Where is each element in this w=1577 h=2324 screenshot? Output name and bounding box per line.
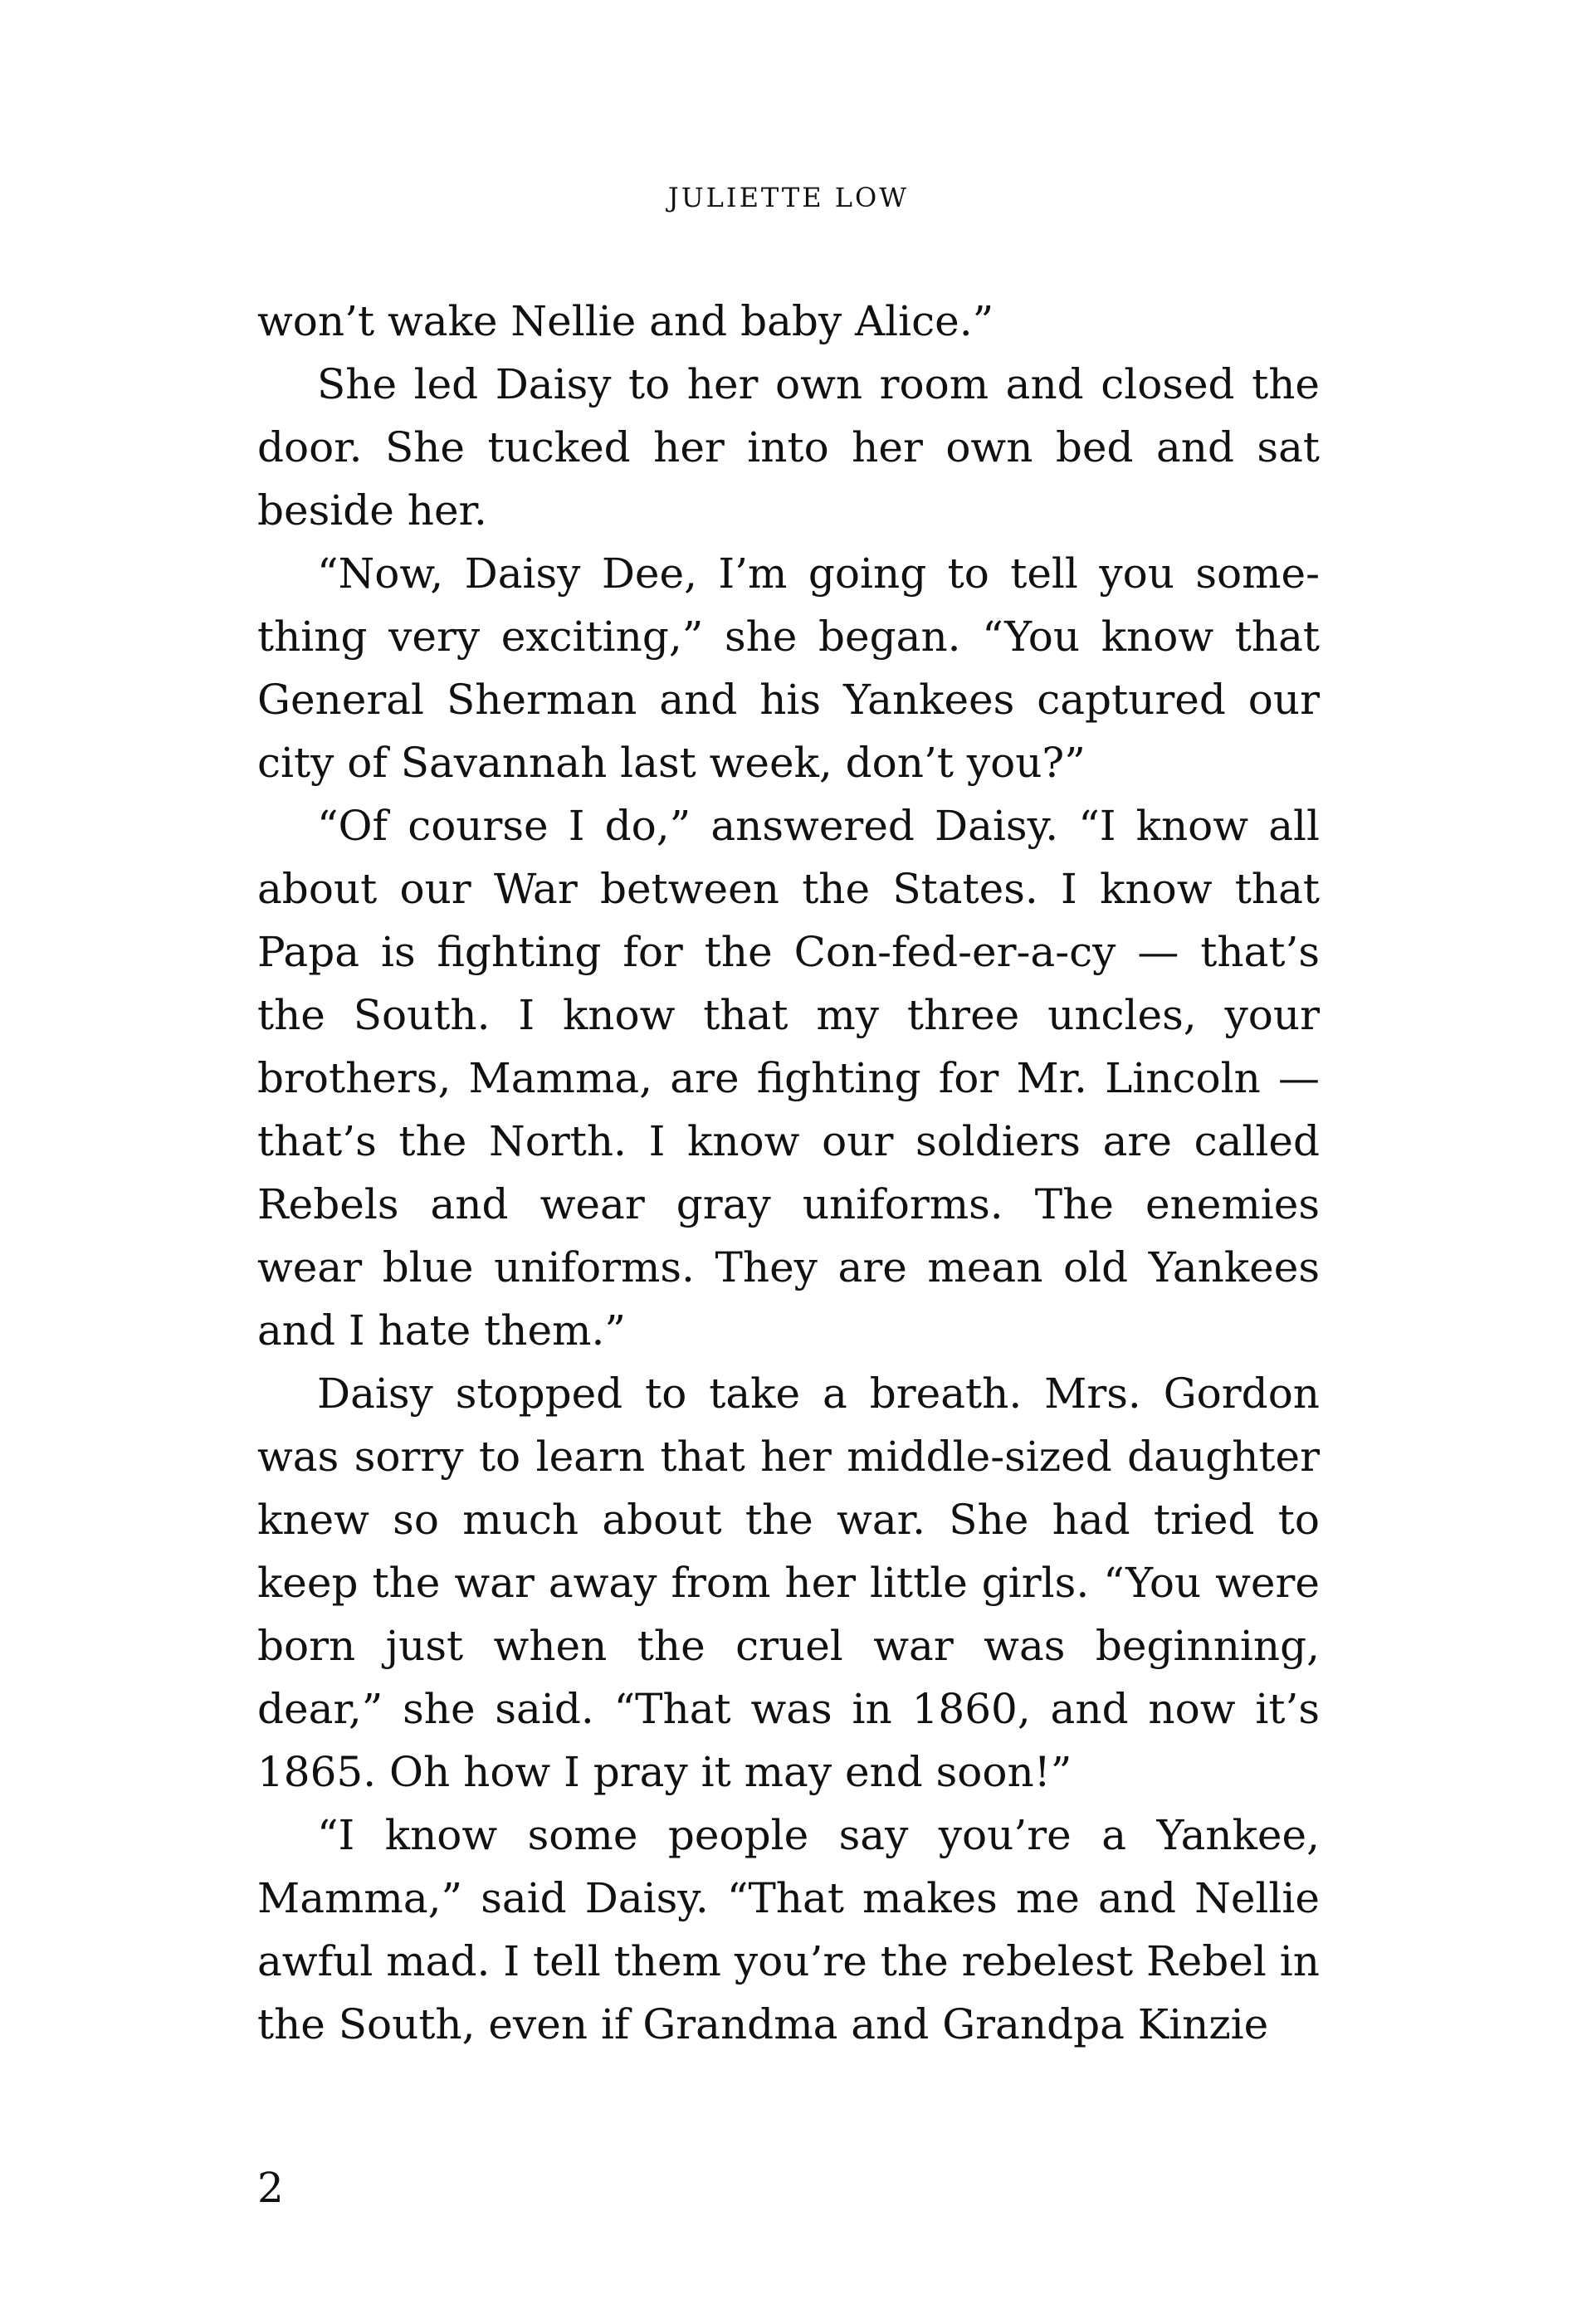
paragraph: She led Daisy to her own room and closed the door. She tucked her into her own bed and sat beside her. (257, 360, 1320, 535)
paragraph: “I know some people say you’re a Yankee, Mamma,” said Daisy. “That makes me and Nellie awful mad. I tell them you’re the rebelest Rebel in the South, even if Grandma and Grandpa Kinzie (257, 1811, 1320, 2048)
paragraph: Daisy stopped to take a breath. Mrs. Gordon was sorry to learn that her middle-sized daughter knew so much about the war. She had tried to keep the war away from her little girls. “You were born just when the cruel war was beginning, dear,” she said. “That was in 1860, and now it’s 1865. Oh how I pray it may end soon!” (257, 1370, 1320, 1796)
paragraph: “Now, Daisy Dee, I’m going to tell you something very exciting,” she began. “You know that General Sherman and his Yankees captured our city of Savannah last week, don’t you?” (257, 549, 1320, 787)
body-text (257, 290, 1320, 2056)
paragraph-continued: won’t wake Nellie and baby Alice.” (257, 297, 994, 345)
running-head: JULIETTE LOW (667, 182, 910, 213)
paragraph: “Of course I do,” answered Daisy. “I know all about our War between the States. I know that Papa is fighting for the Con-fed-er-a-cy — that’s the South. I know that my three uncles, your brothers, Mamma, are fighting for Mr. Lincoln — that’s the North. I know our soldiers are called Rebels and wear gray uniforms. The enemies wear blue uniforms. They are mean old Yankees and I hate them.” (257, 802, 1320, 1355)
page-number: 2 (257, 2164, 284, 2212)
